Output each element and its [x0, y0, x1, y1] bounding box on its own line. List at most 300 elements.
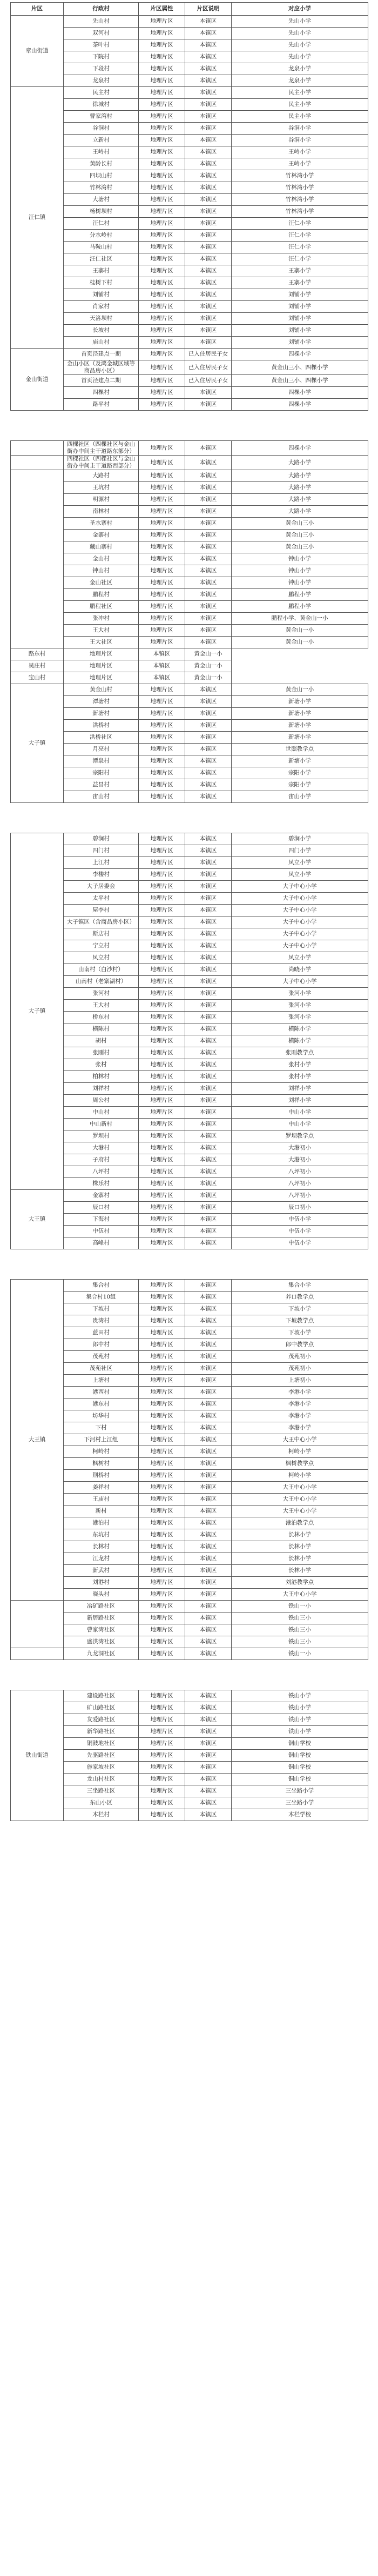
school-cell: 新塘小学 — [232, 708, 368, 720]
attribute-cell: 地理片区 — [139, 1726, 185, 1738]
school-cell: 大王中心小学 — [232, 1434, 368, 1446]
description-cell: 本镇区 — [185, 1577, 232, 1589]
village-cell: 汪仁村 — [64, 218, 139, 230]
region-cell: 铁山街道 — [11, 1690, 64, 1821]
table-row — [11, 1083, 368, 1095]
school-cell: 新塘小学 — [232, 732, 368, 744]
village-cell: 下河村上江组 — [64, 1434, 139, 1446]
school-cell: 黄金山一小 — [185, 660, 232, 672]
attribute-cell: 地理片区 — [139, 39, 185, 51]
description-cell: 本镇区 — [185, 170, 232, 182]
description-cell: 本镇区 — [185, 1363, 232, 1375]
table-row — [11, 541, 368, 553]
attribute-cell: 地理片区 — [139, 1785, 185, 1797]
attribute-cell: 地理片区 — [139, 456, 185, 470]
description-cell: 本镇区 — [185, 1107, 232, 1119]
table-row — [11, 988, 368, 1000]
attribute-cell: 地理片区 — [139, 1339, 185, 1351]
school-cell: 铁山三小 — [232, 1612, 368, 1624]
description-cell: 本镇区 — [185, 1422, 232, 1434]
table-row — [11, 1339, 368, 1351]
table-row — [11, 833, 368, 845]
description-cell: 本镇区 — [185, 146, 232, 158]
description-cell: 本镇区 — [185, 1012, 232, 1023]
attribute-cell: 地理片区 — [139, 720, 185, 732]
table-row — [11, 1280, 368, 1292]
village-cell: 金寨村 — [64, 530, 139, 541]
school-cell: 黄金山三小、四棵小学 — [232, 375, 368, 387]
school-cell: 竹林湾小学 — [232, 170, 368, 182]
school-cell: 四棵小学 — [232, 387, 368, 399]
village-cell: 港西村 — [64, 1387, 139, 1399]
village-cell: 茂苑社区 — [64, 1363, 139, 1375]
village-cell: 横陈村 — [64, 1023, 139, 1035]
village-cell: 黄金山村 — [64, 684, 139, 696]
attribute-cell: 地理片区 — [139, 1690, 185, 1702]
village-cell: 施家坡社区 — [64, 1762, 139, 1774]
region-cell: 汪仁镇 — [11, 87, 64, 349]
description-cell: 本镇区 — [185, 791, 232, 803]
attribute-cell: 地理片区 — [139, 1303, 185, 1315]
table-row — [11, 964, 368, 976]
description-cell: 本镇区 — [185, 158, 232, 170]
description-cell: 本镇区 — [185, 313, 232, 325]
attribute-cell: 地理片区 — [139, 123, 185, 135]
village-cell: 上江村 — [64, 857, 139, 869]
village-cell: 下院村 — [64, 51, 139, 63]
description-cell: 本镇区 — [185, 1303, 232, 1315]
village-cell: 凤立村 — [64, 952, 139, 964]
description-cell: 本镇区 — [185, 16, 232, 28]
village-cell: 中山新村 — [64, 1119, 139, 1130]
village-cell: 蓝田村 — [64, 1327, 139, 1339]
description-cell: 本镇区 — [185, 1565, 232, 1577]
table-row — [11, 1375, 368, 1387]
description-cell: 本镇区 — [185, 1506, 232, 1517]
description-cell: 本镇区 — [185, 1035, 232, 1047]
attribute-cell: 地理片区 — [139, 893, 185, 905]
table-row — [11, 206, 368, 218]
attribute-cell: 地理片区 — [139, 791, 185, 803]
table-row — [11, 289, 368, 301]
school-cell: 竹林湾小学 — [232, 182, 368, 194]
table-row — [11, 123, 368, 135]
school-cell: 大子中心小学 — [232, 905, 368, 916]
school-cell: 铜山学校 — [232, 1750, 368, 1762]
table-row — [11, 1059, 368, 1071]
table-row — [11, 1303, 368, 1315]
attribute-cell: 地理片区 — [139, 755, 185, 767]
description-cell: 本镇区 — [185, 530, 232, 541]
school-cell: 黄金山一小 — [232, 637, 368, 648]
village-cell: 山南村（老寨湖村） — [64, 976, 139, 988]
table-row — [11, 28, 368, 39]
description-cell: 本镇区 — [185, 1327, 232, 1339]
region-cell: 大王镇 — [11, 1280, 64, 1601]
village-cell: 下村 — [64, 1422, 139, 1434]
table-row — [11, 940, 368, 952]
school-cell: 新塘小学 — [232, 720, 368, 732]
village-cell: 月亮村 — [64, 744, 139, 755]
village-cell: 集合村10组 — [64, 1292, 139, 1303]
table-row — [11, 648, 368, 660]
attribute-cell: 地理片区 — [139, 1553, 185, 1565]
school-cell: 宙山小学 — [232, 791, 368, 803]
village-cell: 曹家湾村 — [64, 111, 139, 123]
description-cell: 本镇区 — [185, 1494, 232, 1506]
attribute-cell: 地理片区 — [139, 565, 185, 577]
description-cell: 本镇区 — [185, 565, 232, 577]
table-row — [11, 99, 368, 111]
attribute-cell: 地理片区 — [139, 325, 185, 337]
description-cell: 本镇区 — [185, 1410, 232, 1422]
school-cell: 张刚教学点 — [232, 1047, 368, 1059]
region-cell: 章山街道 — [11, 16, 64, 87]
school-cell: 鹏程小学、黄金山一小 — [232, 613, 368, 625]
table-row — [11, 1107, 368, 1119]
village-cell: 中山村 — [64, 1107, 139, 1119]
attribute-cell: 地理片区 — [139, 952, 185, 964]
village-cell: 太平村 — [64, 893, 139, 905]
attribute-cell: 地理片区 — [139, 99, 185, 111]
table-row — [11, 1553, 368, 1565]
table-row — [11, 170, 368, 182]
school-cell: 民主小学 — [232, 99, 368, 111]
table-row — [11, 976, 368, 988]
region-cell — [11, 441, 64, 456]
attribute-cell: 地理片区 — [139, 1226, 185, 1237]
table-row — [11, 565, 368, 577]
village-cell: 竹林湾村 — [64, 182, 139, 194]
description-cell: 本镇区 — [185, 1762, 232, 1774]
table-row — [11, 1214, 368, 1226]
page-gap — [11, 411, 368, 441]
table-row — [11, 1047, 368, 1059]
attribute-cell: 地理片区 — [139, 277, 185, 289]
school-cell: 铁山小学 — [232, 1702, 368, 1714]
school-cell: 凤立小学 — [232, 952, 368, 964]
village-cell: 大塘村 — [64, 194, 139, 206]
village-cell: 建设路社区 — [64, 1690, 139, 1702]
village-cell: 江龙村 — [64, 1553, 139, 1565]
village-cell: 港泊村 — [64, 1517, 139, 1529]
table-row — [11, 39, 368, 51]
attribute-cell: 地理片区 — [139, 905, 185, 916]
village-cell: 子府村 — [64, 1154, 139, 1166]
school-cell: 四棵小学 — [232, 441, 368, 456]
attribute-cell: 地理片区 — [139, 441, 185, 456]
table-row — [11, 1506, 368, 1517]
attribute-cell: 地理片区 — [139, 1327, 185, 1339]
table-row — [11, 313, 368, 325]
table-row — [11, 301, 368, 313]
attribute-cell: 地理片区 — [139, 470, 185, 482]
table-row — [11, 1494, 368, 1506]
region-cell — [11, 456, 64, 470]
description-cell: 本镇区 — [185, 940, 232, 952]
table-row — [11, 1612, 368, 1624]
attribute-cell: 地理片区 — [139, 518, 185, 530]
table-row — [11, 1422, 368, 1434]
attribute-cell: 地理片区 — [139, 1529, 185, 1541]
description-cell: 本镇区 — [185, 456, 232, 470]
school-cell: 刘铺小学 — [232, 325, 368, 337]
attribute-cell: 地理片区 — [139, 1178, 185, 1190]
table-row — [11, 1351, 368, 1363]
village-cell: 晓头村 — [64, 1589, 139, 1601]
table-row — [11, 1023, 368, 1035]
village-cell: 桥东村 — [64, 1012, 139, 1023]
village-cell: 大路村 — [64, 470, 139, 482]
village-cell: 藏山寨村 — [64, 541, 139, 553]
school-cell: 郎中教学点 — [232, 1339, 368, 1351]
school-cell: 大王中心小学 — [232, 1506, 368, 1517]
village-cell: 王庙村 — [64, 1494, 139, 1506]
village-cell: 茂苑村 — [64, 1351, 139, 1363]
attribute-cell: 地理片区 — [139, 1237, 185, 1249]
school-cell: 先山小学 — [232, 28, 368, 39]
description-cell: 本镇区 — [185, 893, 232, 905]
village-cell: 新华路社区 — [64, 1726, 139, 1738]
village-cell: 荆桥村 — [64, 1470, 139, 1482]
school-cell: 大路小学 — [232, 482, 368, 494]
page-gap — [11, 1249, 368, 1280]
description-cell: 本镇区 — [185, 869, 232, 881]
village-cell: 张刚村 — [64, 1047, 139, 1059]
attribute-cell: 地理片区 — [139, 218, 185, 230]
village-cell: 宁立村 — [64, 940, 139, 952]
village-cell: 东山小区 — [64, 1797, 139, 1809]
table-row — [11, 1434, 368, 1446]
village-cell: 桂树下村 — [64, 277, 139, 289]
region-cell: 大王镇 — [11, 1190, 64, 1249]
school-cell: 黄金山一小 — [232, 684, 368, 696]
description-cell: 本镇区 — [185, 123, 232, 135]
table-row — [11, 16, 368, 28]
table-row — [11, 51, 368, 63]
school-cell: 长林小学 — [232, 1553, 368, 1565]
table-row — [11, 375, 368, 387]
table-row — [11, 1071, 368, 1083]
village-cell: 四棵社区（四棵社区与金山街办中间主干道路西部分） — [64, 456, 139, 470]
village-cell: 先山村 — [64, 16, 139, 28]
page-gap — [11, 803, 368, 833]
school-cell: 黄金山三小 — [232, 530, 368, 541]
school-cell: 铜山学校 — [232, 1774, 368, 1785]
attribute-cell: 地理片区 — [139, 1387, 185, 1399]
village-cell: 首页泾建点二期 — [64, 375, 139, 387]
school-cell: 下坡教学点 — [232, 1315, 368, 1327]
village-cell: 上塘村 — [64, 1375, 139, 1387]
description-cell: 本镇区 — [185, 1624, 232, 1636]
village-cell: 益昌村 — [64, 779, 139, 791]
village-cell: 杨树坝村 — [64, 206, 139, 218]
village-cell: 新塘村 — [64, 708, 139, 720]
village-cell: 民主村 — [64, 87, 139, 99]
table-row — [11, 399, 368, 411]
description-cell: 本镇区 — [185, 1315, 232, 1327]
school-cell: 民主小学 — [232, 87, 368, 99]
village-cell: 刘铺村 — [64, 289, 139, 301]
village-cell: 四棵村 — [64, 387, 139, 399]
table-row — [11, 1142, 368, 1154]
attribute-cell: 地理片区 — [139, 1541, 185, 1553]
attribute-cell: 地理片区 — [139, 1446, 185, 1458]
description-cell: 本镇区 — [185, 720, 232, 732]
village-cell: 长坡村 — [64, 325, 139, 337]
region-cell: 大子镇 — [11, 684, 64, 803]
village-cell: 四坝山村 — [64, 170, 139, 182]
attribute-cell: 地理片区 — [139, 1714, 185, 1726]
school-cell: 钟山小学 — [232, 565, 368, 577]
school-cell: 张村小学 — [232, 1059, 368, 1071]
attribute-cell: 地理片区 — [139, 1648, 185, 1660]
school-cell: 碧涧小学 — [232, 833, 368, 845]
school-cell: 茂苑初小 — [232, 1363, 368, 1375]
attribute-cell: 地理片区 — [139, 265, 185, 277]
attribute-cell: 地理片区 — [139, 1166, 185, 1178]
school-cell: 凤立小学 — [232, 857, 368, 869]
description-cell: 本镇区 — [185, 99, 232, 111]
description-cell: 本镇区 — [185, 1726, 232, 1738]
village-cell: 王岭村 — [64, 146, 139, 158]
attribute-cell: 地理片区 — [139, 708, 185, 720]
school-cell: 大王中心小学 — [232, 1482, 368, 1494]
school-cell: 李港小学 — [232, 1410, 368, 1422]
attribute-cell: 地理片区 — [139, 158, 185, 170]
village-cell: 王大村 — [64, 1000, 139, 1012]
village-cell: 三坐路社区 — [64, 1785, 139, 1797]
region-cell — [11, 1601, 64, 1648]
description-cell: 本镇区 — [185, 1738, 232, 1750]
table-row — [11, 1202, 368, 1214]
table-row — [11, 1178, 368, 1190]
table-row — [11, 1690, 368, 1702]
village-cell: 姜祥村 — [64, 1482, 139, 1494]
table-row — [11, 916, 368, 928]
school-cell: 鹏程小学 — [232, 589, 368, 601]
table-row — [11, 625, 368, 637]
attribute-cell: 地理片区 — [139, 1154, 185, 1166]
description-cell: 本镇区 — [185, 613, 232, 625]
school-cell: 大路小学 — [232, 470, 368, 482]
school-cell: 铁山三小 — [232, 1636, 368, 1648]
village-cell: 洪桥村 — [64, 720, 139, 732]
table-row — [11, 905, 368, 916]
attribute-cell: 地理片区 — [139, 28, 185, 39]
village-cell: 潭塘村 — [64, 696, 139, 708]
attribute-cell: 地理片区 — [139, 553, 185, 565]
school-cell: 刘铺小学 — [232, 313, 368, 325]
table-row — [11, 349, 368, 360]
table-row — [11, 1738, 368, 1750]
village-cell: 龙山村社区 — [64, 1774, 139, 1785]
attribute-cell: 地理片区 — [139, 387, 185, 399]
attribute-cell: 地理片区 — [139, 1774, 185, 1785]
table-row — [11, 1714, 368, 1726]
table-row — [11, 952, 368, 964]
school-cell: 四门小学 — [232, 845, 368, 857]
attribute-cell: 地理片区 — [139, 75, 185, 87]
attribute-cell: 地理片区 — [139, 1071, 185, 1083]
table-row — [11, 1363, 368, 1375]
description-cell: 本镇区 — [185, 1000, 232, 1012]
attribute-cell: 地理片区 — [139, 845, 185, 857]
attribute-cell: 地理片区 — [139, 1351, 185, 1363]
village-cell: 刘港村 — [64, 1577, 139, 1589]
village-cell: 路东村 — [11, 648, 64, 660]
village-cell: 天洛坝村 — [64, 313, 139, 325]
table-row — [11, 637, 368, 648]
village-cell: 碧涧村 — [64, 833, 139, 845]
description-cell: 本镇区 — [185, 1458, 232, 1470]
table-row — [11, 1399, 368, 1410]
table-row — [11, 1327, 368, 1339]
school-cell: 中伍小学 — [232, 1237, 368, 1249]
description-cell: 本镇区 — [185, 1214, 232, 1226]
description-cell: 本镇区 — [185, 1083, 232, 1095]
header-description: 片区说明 — [185, 3, 232, 16]
attribute-cell: 地理片区 — [139, 313, 185, 325]
school-cell: 刘铺小学 — [232, 301, 368, 313]
village-cell: 龙泉村 — [64, 75, 139, 87]
description-cell: 本镇区 — [185, 916, 232, 928]
school-cell: 钟山小学 — [232, 553, 368, 565]
description-cell: 本镇区 — [185, 833, 232, 845]
village-cell: 汪仁社区 — [64, 253, 139, 265]
description-cell: 本镇区 — [185, 976, 232, 988]
attribute-cell: 地理片区 — [139, 589, 185, 601]
table-row — [11, 857, 368, 869]
description-cell: 本镇区 — [185, 601, 232, 613]
table-row — [11, 1601, 368, 1612]
table-row — [11, 1624, 368, 1636]
attribute-cell: 地理片区 — [139, 530, 185, 541]
attribute-cell: 地理片区 — [139, 988, 185, 1000]
table-row — [11, 881, 368, 893]
attribute-cell: 地理片区 — [139, 1315, 185, 1327]
school-cell: 新塘小学 — [232, 696, 368, 708]
table-row — [11, 530, 368, 541]
school-cell: 八坪初小 — [232, 1190, 368, 1202]
attribute-cell: 地理片区 — [139, 684, 185, 696]
description-cell: 本镇区 — [185, 182, 232, 194]
attribute-cell: 地理片区 — [139, 1809, 185, 1821]
description-cell: 本镇区 — [185, 1280, 232, 1292]
description-cell: 已入住居民子女 — [185, 349, 232, 360]
description-cell: 本镇区 — [185, 206, 232, 218]
village-cell: 圣水寨村 — [64, 518, 139, 530]
table-row — [11, 684, 368, 696]
table-row — [11, 1529, 368, 1541]
description-cell: 本镇区 — [185, 1178, 232, 1190]
attribute-cell: 地理片区 — [139, 1434, 185, 1446]
table-row — [11, 1726, 368, 1738]
description-cell: 本镇区 — [185, 518, 232, 530]
table-row — [11, 660, 368, 672]
description-cell: 本镇区 — [185, 779, 232, 791]
table-row — [11, 1702, 368, 1714]
table-row — [11, 182, 368, 194]
school-cell: 四棵小学 — [232, 349, 368, 360]
description-cell: 本镇区 — [185, 111, 232, 123]
village-cell: 金寨村 — [64, 1190, 139, 1202]
attribute-cell: 地理片区 — [139, 1047, 185, 1059]
table-row — [11, 869, 368, 881]
village-cell: 辰口村 — [64, 1202, 139, 1214]
table-row — [11, 194, 368, 206]
table-row — [11, 87, 368, 99]
